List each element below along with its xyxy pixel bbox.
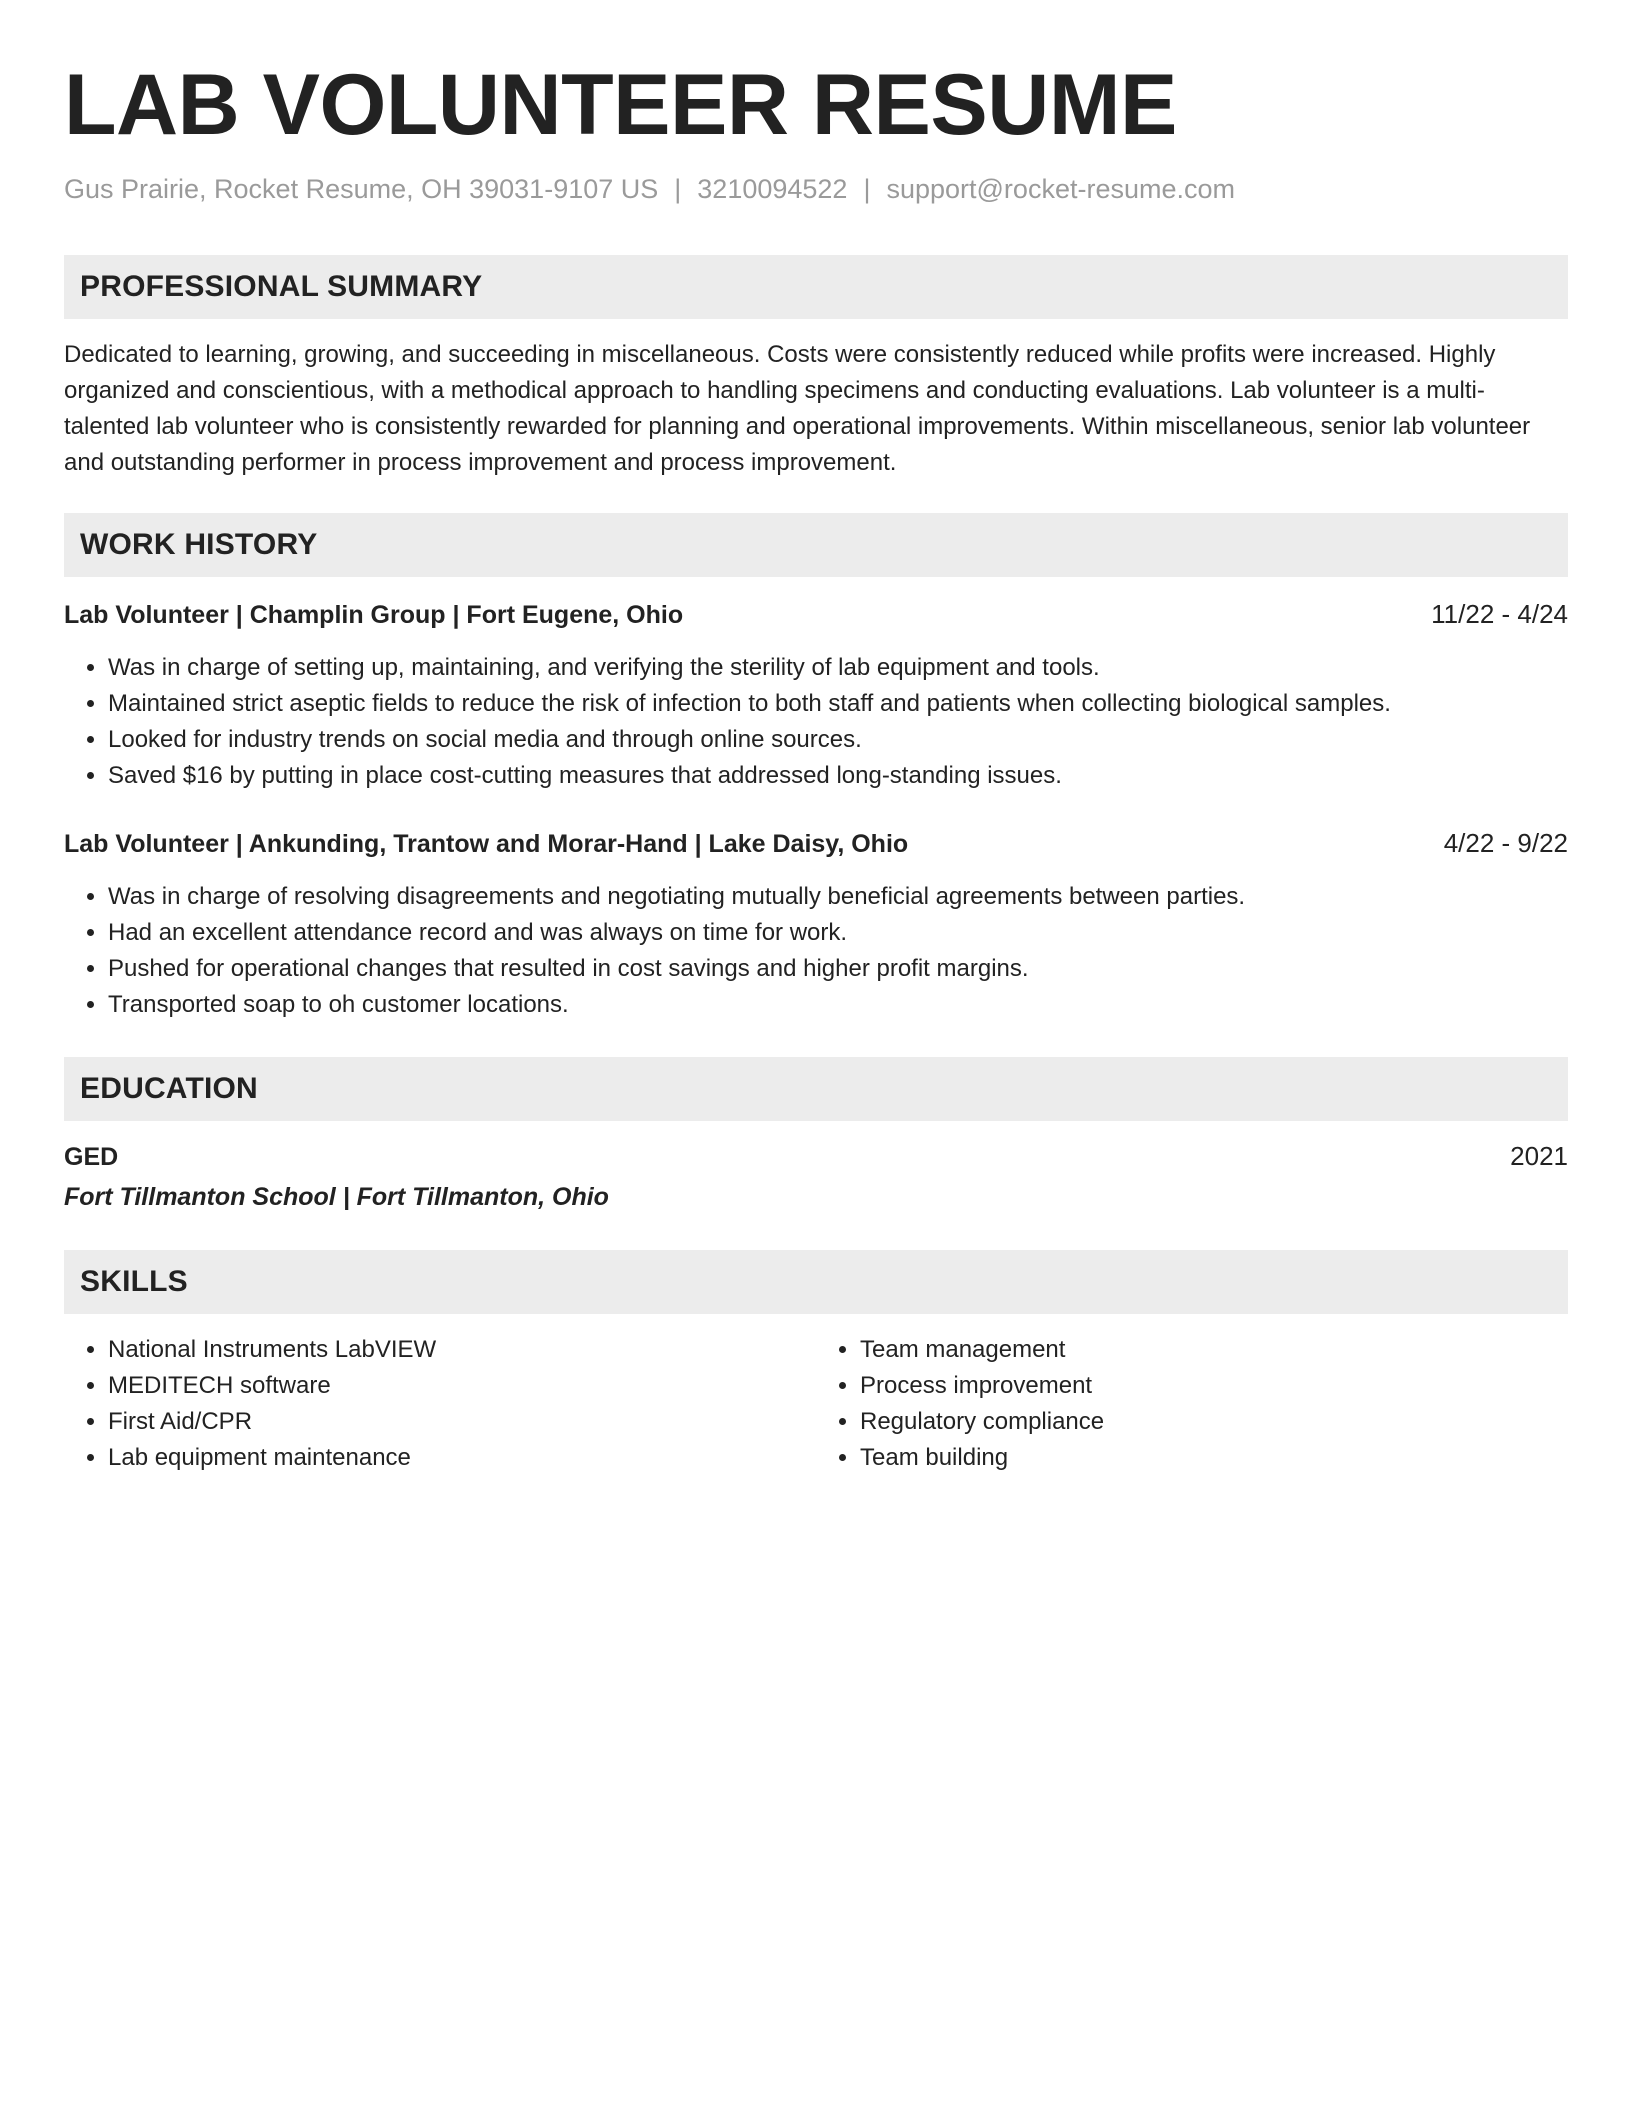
education-heading: EDUCATION [64,1057,1568,1121]
contact-line [64,174,1568,205]
skill-item: • Regulatory compliance [860,1404,1568,1440]
summary-section [64,255,1568,481]
skill-item: • Team building [860,1440,1568,1476]
job-title-line: Lab Volunteer | Champlin Group | Fort Eugene, Ohio [64,601,684,629]
job-header [64,826,1568,861]
job-title-line: Lab Volunteer | Ankunding, Trantow and Morar-Hand | Lake Daisy, Ohio [64,830,909,858]
job-bullet: • Maintained strict aseptic fields to reduce the risk of infection to both staff and patients when collecting biological samples. [108,686,1568,722]
job-dates: 4/22 - 9/22 [1443,828,1568,858]
work-history-section [64,513,1568,1023]
work-history-heading: WORK HISTORY [64,513,1568,577]
skills-column-left [64,1332,816,1476]
skills-column-right [816,1332,1568,1476]
skill-item: • Team management [860,1332,1568,1368]
skills-section [64,1250,1568,1476]
skill-item: • MEDITECH software [108,1368,816,1404]
skill-item: • Lab equipment maintenance [108,1440,816,1476]
contact-phone: 3210094522 [697,174,848,204]
skills-grid [64,1332,1568,1476]
job-bullet: • Pushed for operational changes that resulted in cost savings and higher profit margins. [108,951,1568,987]
summary-text: Dedicated to learning, growing, and succeeding in miscellaneous. Costs were consistently reduced while profits were increased. Highly organized and conscientious, with a methodical approach to handling specimens and conducting evaluations. Lab volunteer is a multi-talented lab volunteer who is consistently rewarded for planning and operational improvements. Within miscellaneous, senior lab volunteer and outstanding performer in process improvement and process improvement. [64,341,1531,476]
job-bullet-list [64,650,1568,794]
job-header [64,597,1568,632]
job-bullet: • Looked for industry trends on social media and through online sources. [108,722,1568,758]
summary-heading: PROFESSIONAL SUMMARY [64,255,1568,319]
skill-item: • National Instruments LabVIEW [108,1332,816,1368]
education-school: Fort Tillmanton School | Fort Tillmanton, Ohio [64,1183,609,1211]
job-bullet: • Was in charge of setting up, maintaining, and verifying the sterility of lab equipment and tools. [108,650,1568,686]
job-bullet-list [64,879,1568,1023]
job-dates: 11/22 - 4/24 [1431,599,1568,629]
education-year: 2021 [1510,1141,1568,1171]
job-entry [64,597,1568,794]
contact-address: Gus Prairie, Rocket Resume, OH 39031-9107 US [64,174,659,204]
education-section [64,1057,1568,1214]
skills-list [64,1332,816,1476]
job-entry [64,826,1568,1023]
job-bullet: • Saved $16 by putting in place cost-cutting measures that addressed long-standing issues. [108,758,1568,794]
education-degree: GED [64,1143,119,1171]
job-bullet: • Was in charge of resolving disagreements and negotiating mutually beneficial agreements between parties. [108,879,1568,915]
skill-item: • Process improvement [860,1368,1568,1404]
contact-separator: | [674,174,682,204]
skills-heading: SKILLS [64,1250,1568,1314]
contact-separator: | [863,174,871,204]
job-bullet: • Had an excellent attendance record and was always on time for work. [108,915,1568,951]
skills-list [816,1332,1568,1476]
job-bullet: • Transported soap to oh customer locations. [108,987,1568,1023]
resume-title: LAB VOLUNTEER RESUME [64,57,1177,153]
education-header [64,1139,1568,1174]
skill-item: • First Aid/CPR [108,1404,816,1440]
contact-email: support@rocket-resume.com [886,174,1235,204]
